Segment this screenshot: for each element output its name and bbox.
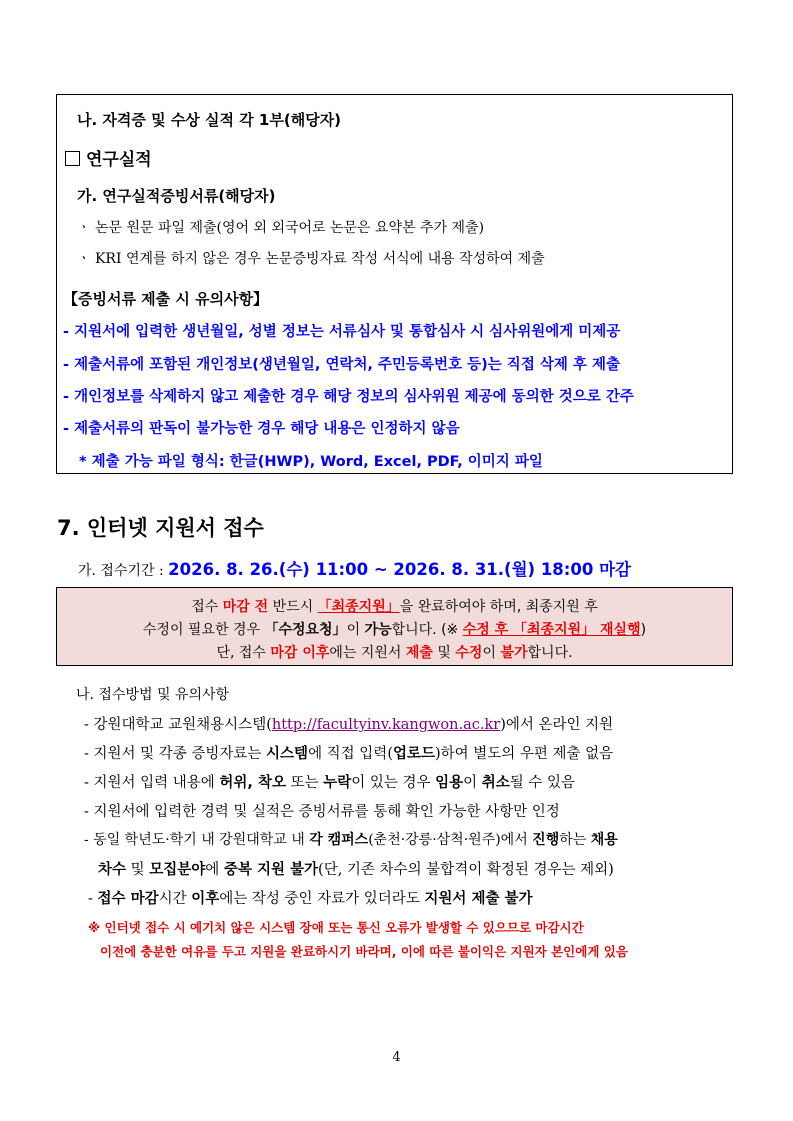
research-heading (65, 145, 152, 170)
text-span: 「최종지원」 (317, 599, 400, 615)
text-span: 허위, 착오 (219, 775, 286, 791)
text-span: )하여 별도의 우편 제출 없음 (435, 746, 614, 762)
recruitment-system-link[interactable]: http://facultyinv.kangwon.ac.kr (271, 717, 501, 733)
period-value: 2026. 8. 26.(수) 11:00 ~ 2026. 8. 31.(월) 18:00 마감 (168, 560, 631, 579)
method-item (84, 771, 575, 792)
text-span: 및 (432, 645, 456, 661)
text-span: 에 직접 입력( (308, 746, 393, 762)
text-span: 될 수 있음 (509, 775, 576, 791)
text-span: 을 완료하여야 하며, 최종지원 후 (399, 599, 598, 615)
text-span: )에서 온라인 지원 (500, 717, 614, 733)
text-span: 누락 (323, 775, 352, 791)
text-span: 이후 (191, 891, 220, 907)
period-label: 가. 접수기간 : (78, 563, 169, 579)
text-span: - (88, 891, 98, 907)
bullet-kri: ㆍ KRI 연계를 하지 않은 경우 논문증빙자료 작성 서식에 내용 작성하여 제출 (77, 251, 545, 267)
text-span: 채용 (590, 832, 618, 848)
application-period (78, 556, 631, 580)
caution-title: 【증빙서류 제출 시 유의사항】 (63, 290, 269, 308)
text-span: 가능 (364, 622, 392, 638)
text-span: 이 (463, 775, 482, 791)
text-span: 이 (346, 622, 365, 638)
file-formats: * 제출 가능 파일 형식: 한글(HWP), Word, Excel, PDF, 이미지 파일 (79, 454, 543, 470)
notice-line (57, 596, 732, 616)
text-span: - 지원서 입력 내용에 (84, 775, 220, 791)
deadline-notice (56, 587, 733, 666)
method-item: - 지원서에 입력한 경력 및 실적은 증빙서류를 통해 확인 가능한 사항만 인정 (84, 804, 560, 820)
caution-item: - 제출서류에 포함된 개인정보(생년월일, 연락처, 주민등록번호 등)는 직접 삭제 후 제출 (63, 357, 621, 373)
text-span: 수정이 필요한 경우 (142, 622, 265, 638)
text-span: - 강원대학교 교원채용시스템( (84, 717, 272, 733)
method-item (88, 887, 533, 908)
page-number: 4 (392, 1050, 401, 1065)
text-span: 에 (205, 862, 224, 878)
text-span: 진행 (532, 832, 560, 848)
text-span: 단, 접수 (216, 645, 271, 661)
text-span: 지원서 제출 불가 (424, 891, 533, 907)
method-item-cont (98, 858, 614, 879)
caution-item: - 지원서에 입력한 생년월일, 성별 정보는 서류심사 및 통합심사 시 심사위원에게 미제공 (63, 324, 621, 340)
method-title: 나. 접수방법 및 유의사항 (76, 687, 230, 703)
method-item (84, 742, 613, 763)
bullet-paper-file: ㆍ 논문 원문 파일 제출(영어 외 외국어로 논문은 요약본 추가 제출) (77, 220, 485, 236)
section-title: 7. 인터넷 지원서 접수 (57, 516, 264, 540)
research-title: 연구실적 (86, 150, 152, 170)
method-item (84, 713, 613, 734)
text-span: (단, 기존 차수의 불합격이 확정된 경우는 제외) (318, 862, 614, 878)
notice-line (57, 642, 732, 662)
text-span: 각 캠퍼스 (309, 832, 369, 848)
text-span: 반드시 (268, 599, 318, 615)
text-span: 합니다. (527, 645, 573, 661)
text-span: 마감 이후 (270, 645, 330, 661)
certificate-line: 나. 자격증 및 수상 실적 각 1부(해당자) (77, 111, 342, 129)
text-span: 시간 (158, 891, 192, 907)
notice-line (57, 619, 732, 639)
text-span: 임용 (435, 775, 464, 791)
text-span: 에는 작성 중인 자료가 있더라도 (219, 891, 425, 907)
caution-item: - 제출서류의 판독이 불가능한 경우 해당 내용은 인정하지 않음 (63, 421, 460, 437)
warning-line: 이전에 충분한 여유를 두고 지원을 완료하시기 바라며, 이에 따른 불이익은 지원자 본인에게 있음 (100, 944, 628, 959)
text-span: 불가 (500, 645, 528, 661)
text-span: 취소 (481, 775, 510, 791)
text-span: 수정 후 「최종지원」 재실행 (462, 622, 641, 638)
text-span: 합니다. (※ (391, 622, 463, 638)
text-span: - 지원서 및 각종 증빙자료는 (84, 746, 267, 762)
method-item (84, 829, 618, 849)
text-span: 접수 (191, 599, 223, 615)
text-span: (춘천·강릉·삼척·원주)에서 (368, 832, 533, 848)
text-span: 차수 (98, 862, 127, 878)
document-requirements-box (56, 94, 733, 474)
text-span: 시스템 (266, 746, 309, 762)
text-span: 모집분야 (149, 862, 206, 878)
warning-line: ※ 인터넷 접수 시 예기치 않은 시스템 장애 또는 통신 오류가 발생할 수 있으므로 마감시간 (88, 920, 584, 935)
text-span: 업로드 (392, 746, 436, 762)
text-span: 제출 (405, 645, 433, 661)
text-span: 또는 (286, 775, 324, 791)
text-span: 및 (126, 862, 150, 878)
checkbox-icon (65, 151, 80, 166)
text-span: 마감 전 (222, 599, 269, 615)
text-span: 이 있는 경우 (351, 775, 436, 791)
text-span: 이 (482, 645, 501, 661)
text-span: 「수정요청」 (264, 622, 347, 638)
research-docs-line: 가. 연구실적증빙서류(해당자) (77, 187, 276, 205)
text-span: - 동일 학년도·학기 내 강원대학교 내 (84, 832, 310, 848)
text-span: 접수 마감 (97, 891, 159, 907)
text-span: ) (640, 622, 647, 638)
text-span: 하는 (559, 832, 591, 848)
text-span: 에는 지원서 (329, 645, 406, 661)
text-span: 중복 지원 불가 (223, 862, 319, 878)
text-span: 수정 (455, 645, 483, 661)
caution-item: - 개인정보를 삭제하지 않고 제출한 경우 해당 정보의 심사위원 제공에 동의한 것으로 간주 (63, 389, 634, 405)
